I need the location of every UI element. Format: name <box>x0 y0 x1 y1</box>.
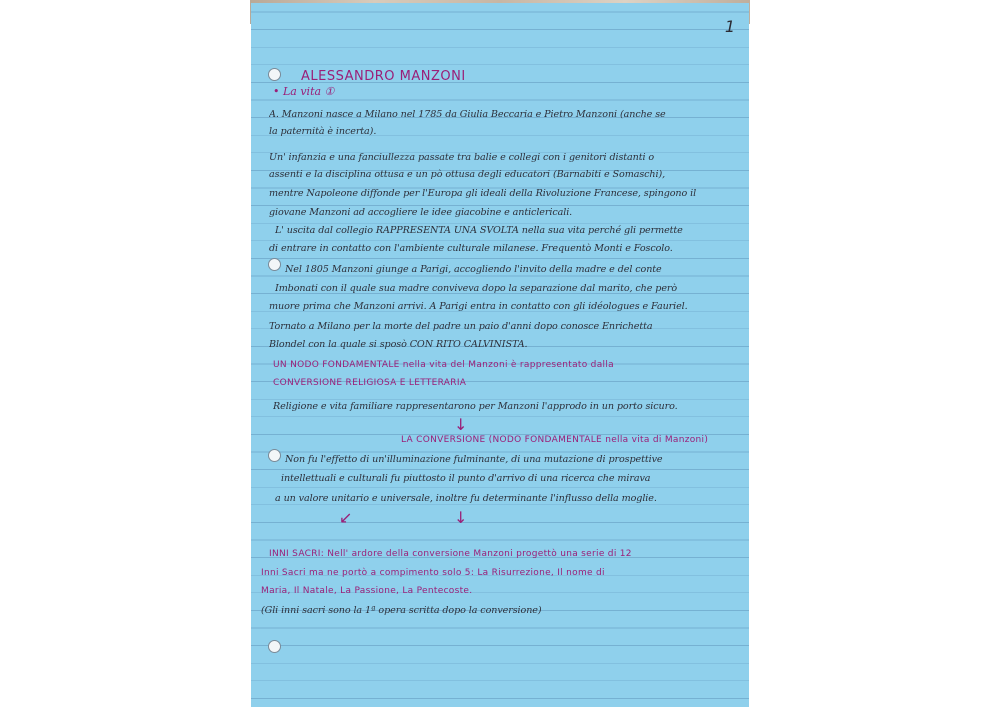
note-line-highlight: Maria, Il Natale, La Passione, La Pentecoste. <box>261 586 473 596</box>
binder-hole <box>268 449 281 462</box>
notebook-page <box>251 3 749 707</box>
down-arrow-icon: ↓ <box>454 508 468 527</box>
note-line: muore prima che Manzoni arrivi. A Parigi entra in contatto con gli idéologues e Fauriel. <box>269 301 688 312</box>
page-number: 1 <box>724 17 735 36</box>
binder-hole <box>268 640 281 653</box>
note-line: di entrare in contatto con l'ambiente culturale milanese. Frequentò Monti e Foscolo. <box>269 243 673 254</box>
note-line: Non fu l'effetto di un'illuminazione fulminante, di una mutazione di prospettive <box>285 454 663 465</box>
note-line: Tornato a Milano per la morte del padre un paio d'anni dopo conosce Enrichetta <box>269 321 653 332</box>
note-line: Religione e vita familiare rappresentarono per Manzoni l'approdo in un porto sicuro. <box>273 401 678 412</box>
note-line-highlight: CONVERSIONE RELIGIOSA E LETTERARIA <box>273 378 467 388</box>
section-subtitle: • La vita ① <box>273 85 335 98</box>
note-line-highlight: INNI SACRI: Nell' ardore della conversione Manzoni progettò una serie di 12 <box>269 549 632 559</box>
note-line: assenti e la disciplina ottusa e un pò ottusa degli educatori (Barnabiti e Somaschi), <box>269 169 666 180</box>
note-line: Imbonati con il quale sua madre conviveva dopo la separazione dal marito, che però <box>275 283 678 294</box>
binder-hole <box>268 258 281 271</box>
page-title: ALESSANDRO MANZONI <box>301 69 466 84</box>
note-line: (Gli inni sacri sono la 1ª opera scritta dopo la conversione) <box>261 605 542 616</box>
note-line: giovane Manzoni ad accogliere le idee giacobine e anticlericali. <box>269 207 573 218</box>
diagonal-arrow-icon: ↙ <box>339 508 353 527</box>
note-line: A. Manzoni nasce a Milano nel 1785 da Giulia Beccaria e Pietro Manzoni (anche se <box>269 109 666 120</box>
note-line: a un valore unitario e universale, inoltre fu determinante l'influsso della moglie. <box>275 493 657 504</box>
note-line-highlight: UN NODO FONDAMENTALE nella vita del Manzoni è rappresentato dalla <box>273 360 614 370</box>
note-line-highlight: Inni Sacri ma ne portò a compimento solo 5: La Risurrezione, Il nome di <box>261 568 605 578</box>
down-arrow-icon: ↓ <box>454 415 468 434</box>
note-line: Nel 1805 Manzoni giunge a Parigi, accogliendo l'invito della madre e del conte <box>285 264 662 275</box>
section-heading: LA CONVERSIONE (NODO FONDAMENTALE nella vita di Manzoni) <box>401 435 709 445</box>
note-line: Un' infanzia e una fanciullezza passate tra balie e collegi con i genitori distanti o <box>269 152 655 163</box>
binder-hole <box>268 68 281 81</box>
note-line: mentre Napoleone diffonde per l'Europa gli ideali della Rivoluzione Francese, spingono il <box>269 188 697 199</box>
note-line: intellettuali e culturali fu piuttosto il punto d'arrivo di una ricerca che mirava <box>281 473 651 484</box>
note-line: L' uscita dal collegio RAPPRESENTA UNA SVOLTA nella sua vita perché gli permette <box>275 225 683 236</box>
note-line: Blondel con la quale si sposò CON RITO CALVINISTA. <box>269 339 528 350</box>
note-line: la paternità è incerta). <box>269 126 377 137</box>
